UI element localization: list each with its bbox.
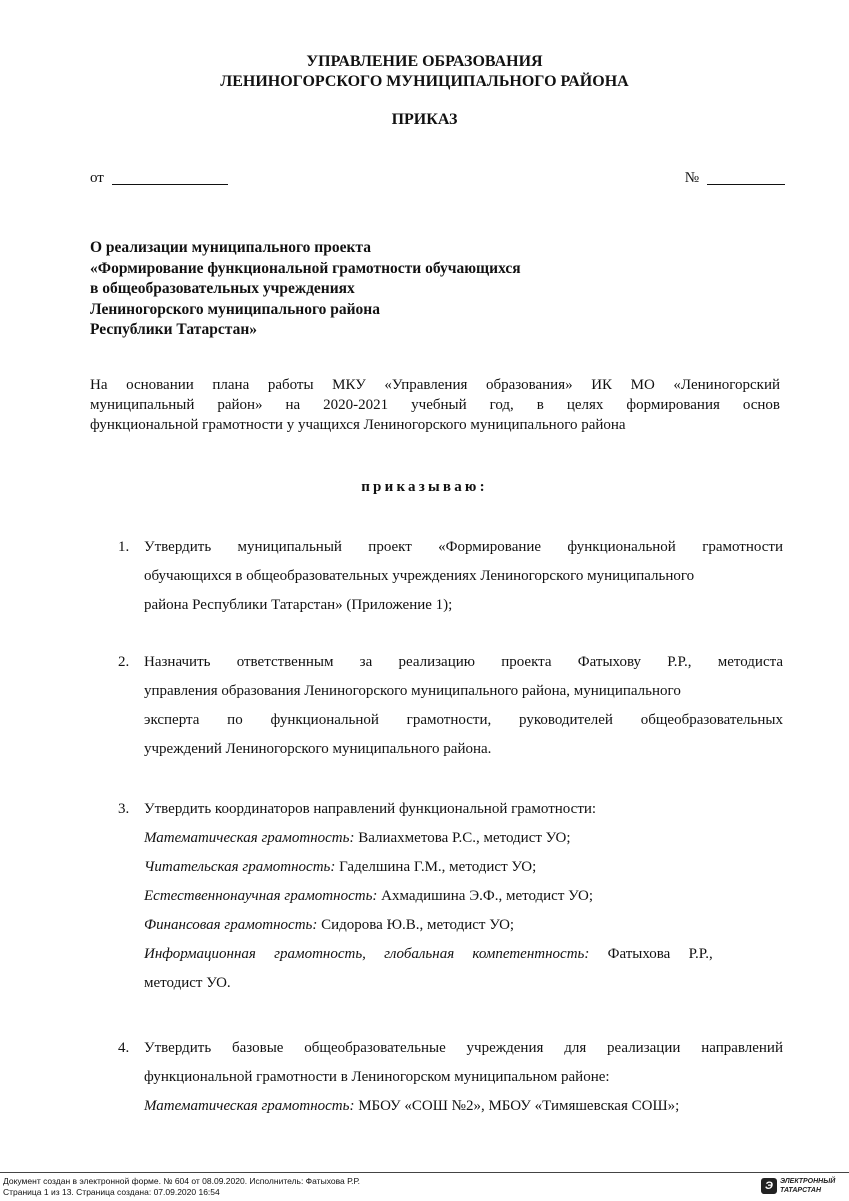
item-body: [144, 795, 783, 998]
literacy-area: Естественнонаучная грамотность:: [144, 888, 378, 904]
org-name-line-2: ЛЕНИНОГОРСКОГО МУНИЦИПАЛЬНОГО РАЙОНА: [220, 73, 629, 90]
item-line: Утвердить муниципальный проект «Формирование функциональной грамотности: [144, 539, 783, 555]
logo-text-line-1: ЭЛЕКТРОННЫЙ: [780, 1178, 836, 1185]
item-line: Назначить ответственным за реализацию проекта Фатыхову Р.Р., методиста: [144, 654, 783, 670]
electronic-tatarstan-logo: [761, 1177, 841, 1197]
item-line: Утвердить базовые общеобразовательные учреждения для реализации направлений: [144, 1040, 783, 1056]
coordinator-tail: методист УО.: [144, 975, 231, 991]
date-field: [90, 170, 228, 187]
basis-line: функциональной грамотности у учащихся Лениногорского муниципального района: [90, 417, 626, 433]
literacy-area: Математическая грамотность:: [144, 830, 355, 846]
document-title: [90, 238, 650, 341]
item-line: учреждений Лениногорского муниципального района.: [144, 741, 492, 757]
title-line: в общеобразовательных учреждениях: [90, 280, 355, 297]
date-number-row: [90, 170, 785, 190]
logo-text-line-2: ТАТАРСТАН: [780, 1187, 821, 1194]
footer-document-info: Документ создан в электронной форме. № 604 от 08.09.2020. Исполнитель: Фатыхова Р.Р.: [3, 1176, 360, 1186]
item-line: обучающихся в общеобразовательных учреждениях Лениногорского муниципального: [144, 568, 695, 584]
coordinator-line: [144, 911, 783, 940]
item-line: функциональной грамотности в Лениногорском муниципальном районе:: [144, 1069, 610, 1085]
item-intro: Утвердить координаторов направлений функциональной грамотности:: [144, 801, 597, 817]
number-label: №: [684, 170, 699, 186]
date-label: от: [90, 170, 104, 186]
document-type-heading: ПРИКАЗ: [391, 111, 458, 128]
footer-page-info: Страница 1 из 13. Страница создана: 07.09.2020 16:54: [3, 1187, 220, 1197]
item-number: 2.: [118, 654, 130, 670]
title-line: «Формирование функциональной грамотности обучающихся: [90, 259, 521, 277]
coordinator-line: [144, 940, 783, 969]
title-line: О реализации муниципального проекта: [90, 239, 371, 256]
basis-paragraph: [90, 375, 780, 435]
literacy-area: Финансовая грамотность:: [144, 917, 318, 933]
coordinator-person: Ахмадишина Э.Ф., методист УО;: [377, 888, 594, 904]
item-number: 4.: [118, 1040, 130, 1056]
basis-line: На основании плана работы МКУ «Управления образования» ИК МО «Лениногорский: [90, 377, 780, 393]
item-body: [144, 648, 783, 764]
coordinator-person: Валиахметова Р.С., методист УО;: [354, 830, 571, 846]
basis-line: муниципальный район» на 2020-2021 учебный год, в целях формирования основ: [90, 397, 780, 413]
base-school-line: [144, 1092, 783, 1121]
literacy-area: Математическая грамотность:: [144, 1098, 355, 1114]
document-footer: [0, 1172, 849, 1201]
number-blank-line: [707, 170, 785, 185]
number-field: [685, 170, 785, 187]
coordinator-person: Сидорова Ю.В., методист УО;: [317, 917, 515, 933]
item-body: [144, 533, 783, 620]
title-line: Лениногорского муниципального района: [90, 300, 380, 318]
title-line: Республики Татарстан»: [90, 321, 258, 338]
item-line: эксперта по функциональной грамотности, руководителей общеобразовательных: [144, 712, 783, 728]
coordinator-person: Фатыхова Р.Р.,: [589, 946, 713, 962]
coordinator-line: [144, 853, 783, 882]
date-blank-line: [112, 170, 228, 185]
item-body: [144, 1034, 783, 1121]
org-name-line-1: УПРАВЛЕНИЕ ОБРАЗОВАНИЯ: [306, 53, 543, 70]
item-number: 1.: [118, 539, 130, 555]
literacy-area: Читательская грамотность:: [144, 859, 336, 875]
coordinator-line: [144, 882, 783, 911]
coordinator-line: [144, 824, 783, 853]
base-schools: МБОУ «СОШ №2», МБОУ «Тимяшевская СОШ»;: [354, 1098, 680, 1114]
orders-heading: приказываю:: [361, 479, 488, 495]
item-line: района Республики Татарстан» (Приложение 1);: [144, 597, 453, 613]
item-number: 3.: [118, 801, 130, 817]
coordinator-person: Гаделшина Г.М., методист УО;: [335, 859, 537, 875]
literacy-area: Информационная грамотность, глобальная компетентность:: [144, 946, 590, 962]
electronic-tatarstan-logo-icon: Э: [761, 1178, 777, 1194]
item-line: управления образования Лениногорского муниципального района, муниципального: [144, 683, 681, 699]
